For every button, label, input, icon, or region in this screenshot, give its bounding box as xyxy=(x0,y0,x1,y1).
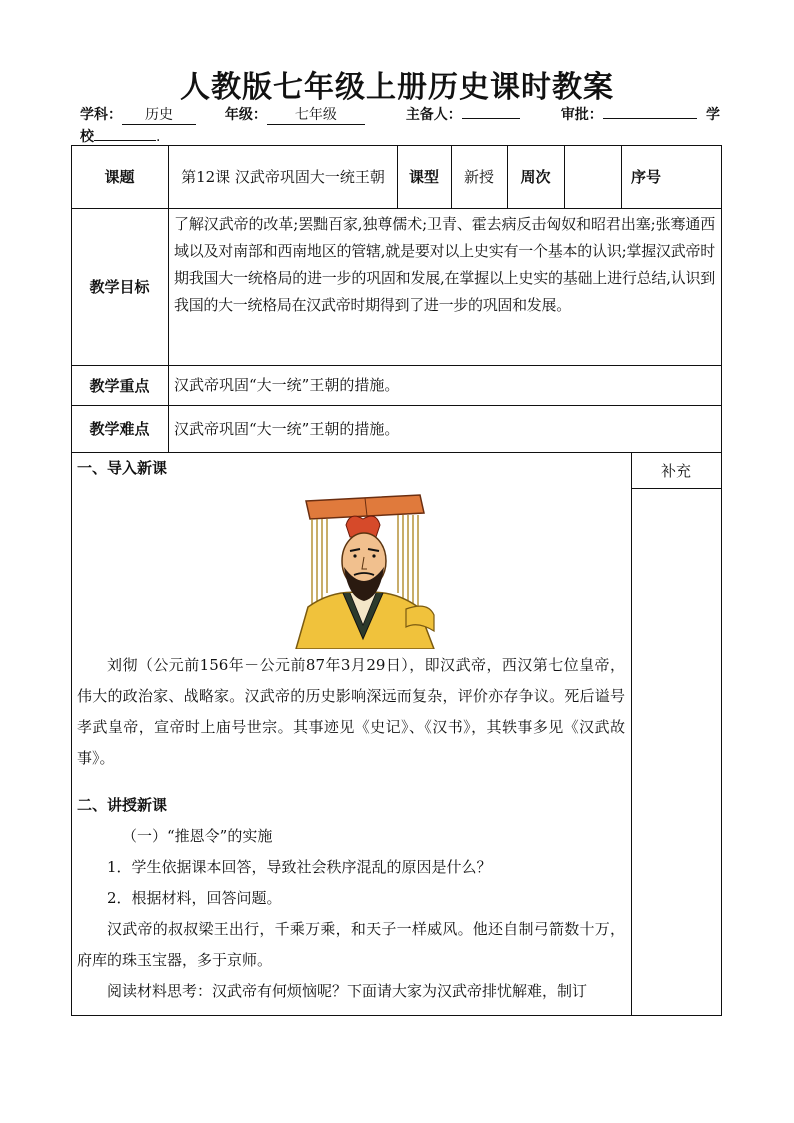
approval-value xyxy=(603,118,697,119)
question-1: 1．学生依据课本回答，导致社会秩序混乱的原因是什么？ xyxy=(107,858,492,876)
section-teach-heading: 二、讲授新课 xyxy=(77,796,168,814)
goal-label: 教学目标 xyxy=(89,278,150,296)
preparer-label: 主备人： xyxy=(405,107,462,123)
order-value xyxy=(671,145,721,208)
order-label: 序号 xyxy=(630,168,661,186)
supplement-label: 补充 xyxy=(660,461,691,480)
week-label: 周次 xyxy=(520,168,551,186)
type-value: 新授 xyxy=(463,168,494,186)
preparer-value xyxy=(462,118,520,119)
header-meta: 学科： 历史 年级： 七年级 主备人： 审批： 学 校 . xyxy=(80,104,720,148)
school-label-a: 学 xyxy=(706,107,720,123)
think-paragraph: 阅读材料思考：汉武帝有何烦恼呢？下面请大家为汉武帝排忧解难，制订 xyxy=(107,982,588,1000)
material-paragraph: 汉武帝的叔叔梁王出行，千乘万乘，和天子一样威风。他还自制弓箭数十万，府库的珠玉宝器，多于京师。 xyxy=(77,920,625,969)
approval-label: 审批： xyxy=(560,107,603,123)
question-2: 2．根据材料，回答问题。 xyxy=(107,889,282,907)
school-value xyxy=(94,140,156,141)
grade-value: 七年级 xyxy=(267,107,365,125)
key-text: 汉武帝巩固“大一统”王朝的措施。 xyxy=(174,376,400,394)
school-label-b: 校 xyxy=(80,129,94,145)
subject-label: 学科： xyxy=(80,107,122,123)
topic-value: 第12课 汉武帝巩固大一统王朝 xyxy=(181,167,385,186)
section-intro-heading: 一、导入新课 xyxy=(77,459,168,477)
difficulty-text: 汉武帝巩固“大一统”王朝的措施。 xyxy=(174,420,400,438)
intro-paragraph: 刘彻（公元前156年－公元前87年3月29日），即汉武帝，西汉第七位皇帝，伟大的政治家、战略家。汉武帝的历史影响深远而复杂，评价亦存争议。死后谥号孝武皇帝，宣帝时上庙号世宗。其事迹见《史记》、《汉书》，其轶事多见《汉武故事》。 xyxy=(77,656,625,767)
subject-value: 历史 xyxy=(122,107,196,125)
topic-label: 课题 xyxy=(104,168,135,186)
grade-label: 年级： xyxy=(224,107,267,123)
lesson-plan-table xyxy=(71,145,722,1016)
subsection-heading: （一）“推恩令”的实施 xyxy=(122,827,273,845)
lesson-body xyxy=(77,650,625,1007)
type-label: 课型 xyxy=(408,168,439,186)
key-label: 教学重点 xyxy=(89,376,150,395)
difficulty-label: 教学难点 xyxy=(89,420,150,438)
week-value xyxy=(564,145,621,208)
emperor-portrait xyxy=(288,489,438,649)
goal-text: 了解汉武帝的改革;罢黜百家,独尊儒术;卫青、霍去病反击匈奴和昭君出塞;张骞通西域以及对南部和西南地区的管辖,就是要对以上史实有一个基本的认识;掌握汉武帝时期我国大一统格局的进一步的巩固和发展,在掌握以上史实的基础上进行总结,认识到我国的大一统格局在汉武帝时期得到了进一步的巩固和发展。 xyxy=(174,215,715,314)
page-title: 人教版七年级上册历史课时教案 xyxy=(180,70,614,105)
